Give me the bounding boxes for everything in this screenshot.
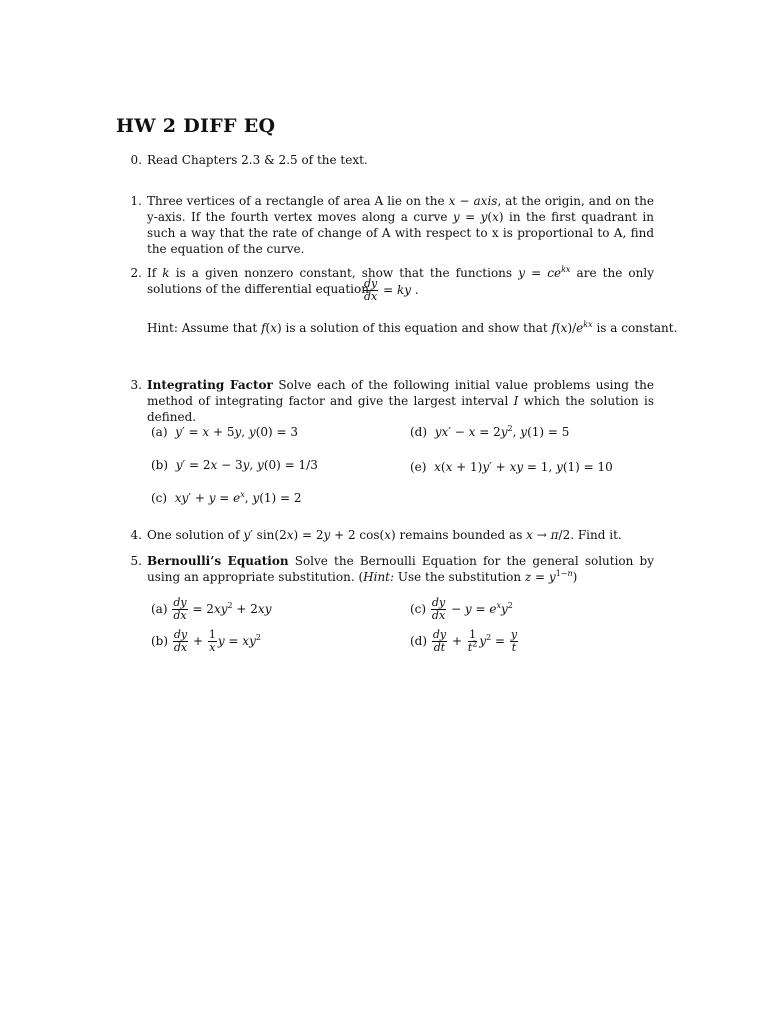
problem-5 bbox=[128, 553, 654, 665]
problem-number: 2. bbox=[130, 266, 142, 280]
problem-number: 4. bbox=[130, 528, 142, 542]
problem-heading: Integrating Factor bbox=[147, 378, 273, 392]
problem-text: Read Chapters 2.3 & 2.5 of the text. bbox=[147, 153, 368, 167]
problem-3 bbox=[128, 377, 654, 507]
problem-1 bbox=[128, 193, 654, 257]
problem-number: 0. bbox=[130, 153, 142, 167]
hint-text: Hint: Assume that f(x) is a solution of this equation and show that $f(x)/e^{kx}$ is a constant. bbox=[147, 320, 678, 335]
problem-2 bbox=[128, 265, 678, 345]
part-a: (a) $\frac{dy}{dx}$ = $2xy^2 + 2xy$ bbox=[151, 596, 272, 622]
part-c: (c) $xy' + y = e^x$, y(1) = 2 bbox=[151, 490, 302, 505]
part-a: (a) y′ = x + 5y, y(0) = 3 bbox=[151, 425, 299, 439]
problem-text: If k is a given nonzero constant, show that the functions $y = ce^{kx}$ are the only solutions of the differential equation bbox=[147, 265, 654, 296]
problem-text: Three vertices of a rectangle of area A lie on the x − axis, at the origin, and on the y-axis. If the fourth vertex moves along a curve y = y(x) in the first quadrant in such a way that the rate of change of A with respect to x is proportional to A, find the equation of the curve. bbox=[147, 194, 654, 256]
problem-text: Bernoulli’s Equation Solve the Bernoulli Equation for the general solution by using an appropriate substitution. (Hint: Use the substitution $z = y^{1-n}$) bbox=[147, 554, 654, 584]
problem-number: 1. bbox=[130, 194, 142, 208]
part-e: (e) x(x + 1)y′ + xy = 1, y(1) = 10 bbox=[410, 460, 613, 474]
part-b: (b) $\frac{dy}{dx}$ + $\frac{1}{x}$ $y = xy^2$ bbox=[151, 628, 261, 654]
problem-4 bbox=[128, 527, 654, 543]
part-d: (d) $\frac{dy}{dt}$ + $\frac{1}{t^2}$ $y^2$ = $\frac{y}{t}$ bbox=[410, 628, 518, 654]
problem-text: One solution of y′ sin(2x) = 2y + 2 cos(x) remains bounded as x → π/2. Find it. bbox=[147, 528, 622, 542]
problem-heading: Bernoulli’s Equation bbox=[147, 554, 289, 568]
problem-number: 5. bbox=[130, 554, 142, 568]
display-equation: $\frac{dy}{dx}$ = ky . bbox=[364, 277, 419, 303]
part-c: (c) $\frac{dy}{dx}$ − $y = e^xy^2$ bbox=[410, 596, 513, 622]
hint-label: Hint: bbox=[147, 321, 178, 335]
problem-text: Integrating Factor Solve each of the following initial value problems using the method of integrating factor and give the largest interval I which the solution is defined. bbox=[147, 378, 654, 424]
part-d: (d) $yx' - x = 2y^2$, y(1) = 5 bbox=[410, 424, 570, 439]
page-title: HW 2 DIFF EQ bbox=[116, 115, 276, 137]
part-b: (b) y′ = 2x − 3y, y(0) = 1/3 bbox=[151, 458, 318, 472]
problem-number: 3. bbox=[130, 378, 142, 392]
problem-0 bbox=[128, 152, 654, 168]
